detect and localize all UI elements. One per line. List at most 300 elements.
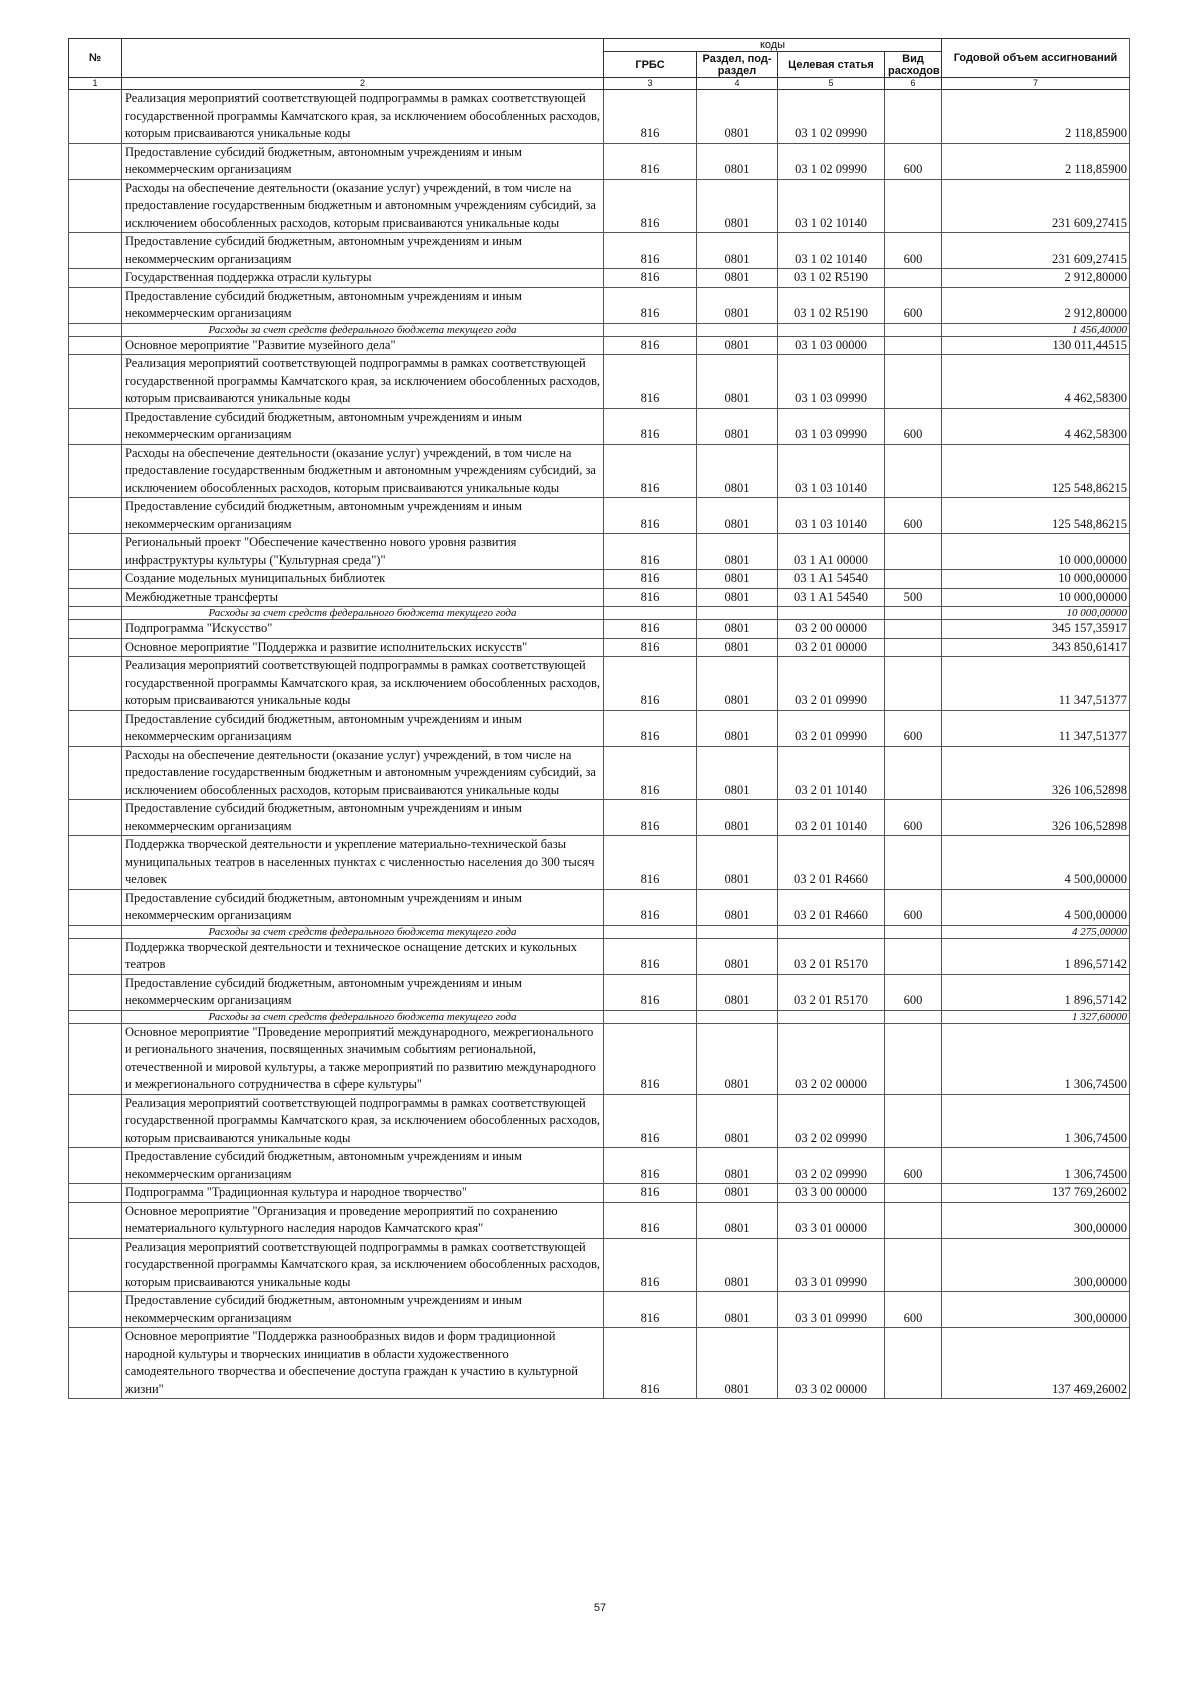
row-amount: 2 118,85900 (942, 90, 1130, 144)
header-target: Целевая статья (778, 52, 885, 78)
row-kind (885, 746, 942, 800)
row-description: Региональный проект "Обеспечение качественно нового уровня развития инфраструктуры культуры ("Культурная среда")" (122, 534, 604, 570)
row-description: Расходы за счет средств федерального бюджета текущего года (122, 607, 604, 620)
table-row (69, 444, 1130, 498)
row-amount: 10 000,00000 (942, 534, 1130, 570)
row-number-cell (69, 1094, 122, 1148)
federal-budget-row (69, 1010, 1130, 1023)
row-amount: 11 347,51377 (942, 657, 1130, 711)
row-description: Основное мероприятие "Поддержка и развитие исполнительских искусств" (122, 638, 604, 657)
row-target: 03 1 02 09990 (778, 143, 885, 179)
row-amount: 10 000,00000 (942, 570, 1130, 589)
row-grbs: 816 (604, 657, 697, 711)
row-description: Подпрограмма "Искусство" (122, 620, 604, 639)
row-description: Реализация мероприятий соответствующей подпрограммы в рамках соответствующей государственной программы Камчатского края, за исключением обособленных расходов, которым присваиваются уникальные коды (122, 1238, 604, 1292)
table-row (69, 1023, 1130, 1094)
table-row (69, 498, 1130, 534)
row-amount: 1 456,40000 (942, 323, 1130, 336)
row-kind: 600 (885, 800, 942, 836)
col-number: 2 (122, 78, 604, 90)
row-target: 03 1 02 10140 (778, 179, 885, 233)
row-kind (885, 836, 942, 890)
row-kind (885, 1328, 942, 1399)
header-column-numbers (69, 78, 1130, 90)
row-number-cell (69, 588, 122, 607)
header-num: № (69, 39, 122, 78)
row-kind (885, 1202, 942, 1238)
row-grbs: 816 (604, 233, 697, 269)
row-kind (885, 1023, 942, 1094)
row-target: 03 2 01 10140 (778, 800, 885, 836)
row-section: 0801 (697, 746, 778, 800)
row-target: 03 1 03 09990 (778, 408, 885, 444)
row-section: 0801 (697, 657, 778, 711)
row-target: 03 2 01 09990 (778, 657, 885, 711)
row-section: 0801 (697, 498, 778, 534)
row-amount: 231 609,27415 (942, 179, 1130, 233)
row-section: 0801 (697, 1148, 778, 1184)
row-amount: 2 912,80000 (942, 269, 1130, 288)
row-section: 0801 (697, 836, 778, 890)
table-row (69, 287, 1130, 323)
row-amount: 4 500,00000 (942, 836, 1130, 890)
row-section: 0801 (697, 336, 778, 355)
row-number-cell (69, 974, 122, 1010)
row-section: 0801 (697, 1184, 778, 1203)
row-number-cell (69, 938, 122, 974)
row-target: 03 1 03 09990 (778, 355, 885, 409)
row-number-cell (69, 657, 122, 711)
row-target (778, 607, 885, 620)
row-amount: 1 306,74500 (942, 1148, 1130, 1184)
col-number: 7 (942, 78, 1130, 90)
row-section: 0801 (697, 408, 778, 444)
row-description: Основное мероприятие "Проведение мероприятий международного, межрегионального и регионального значения, посвященных значимым событиям региональной, отечественной и мировой культуры, а также мероприятий по развитию международного и межрегионального сотрудничества в сфере культуры" (122, 1023, 604, 1094)
table-row (69, 800, 1130, 836)
row-section: 0801 (697, 710, 778, 746)
table-row (69, 1292, 1130, 1328)
row-grbs: 816 (604, 570, 697, 589)
row-number-cell (69, 143, 122, 179)
row-section: 0801 (697, 889, 778, 925)
row-grbs: 816 (604, 1023, 697, 1094)
row-amount: 10 000,00000 (942, 588, 1130, 607)
row-kind: 600 (885, 1148, 942, 1184)
row-target: 03 1 A1 54540 (778, 588, 885, 607)
row-number-cell (69, 287, 122, 323)
row-amount: 1 896,57142 (942, 974, 1130, 1010)
row-amount: 125 548,86215 (942, 498, 1130, 534)
row-kind (885, 638, 942, 657)
row-kind: 500 (885, 588, 942, 607)
row-amount: 4 462,58300 (942, 355, 1130, 409)
row-target: 03 2 01 09990 (778, 710, 885, 746)
row-number-cell (69, 710, 122, 746)
row-amount: 1 327,60000 (942, 1010, 1130, 1023)
row-target: 03 1 02 R5190 (778, 287, 885, 323)
row-target: 03 3 01 09990 (778, 1292, 885, 1328)
row-section: 0801 (697, 938, 778, 974)
row-amount: 300,00000 (942, 1202, 1130, 1238)
row-amount: 137 769,26002 (942, 1184, 1130, 1203)
table-row (69, 269, 1130, 288)
row-description: Предоставление субсидий бюджетным, автономным учреждениям и иным некоммерческим организациям (122, 710, 604, 746)
table-row (69, 974, 1130, 1010)
row-target: 03 3 01 00000 (778, 1202, 885, 1238)
row-target (778, 1010, 885, 1023)
row-section: 0801 (697, 800, 778, 836)
row-kind (885, 1184, 942, 1203)
row-target: 03 1 03 00000 (778, 336, 885, 355)
row-number-cell (69, 746, 122, 800)
row-number-cell (69, 323, 122, 336)
table-row (69, 1094, 1130, 1148)
row-kind (885, 323, 942, 336)
row-kind (885, 607, 942, 620)
row-number-cell (69, 269, 122, 288)
row-number-cell (69, 1184, 122, 1203)
row-description: Расходы на обеспечение деятельности (оказание услуг) учреждений, в том числе на предоставление государственным бюджетным и автономным учреждениям субсидий, за исключением обособленных расходов, которым присваиваются уникальные коды (122, 444, 604, 498)
table-row (69, 336, 1130, 355)
row-grbs: 816 (604, 408, 697, 444)
row-section: 0801 (697, 143, 778, 179)
row-kind (885, 925, 942, 938)
row-kind (885, 179, 942, 233)
row-section: 0801 (697, 233, 778, 269)
row-grbs (604, 323, 697, 336)
row-description: Расходы на обеспечение деятельности (оказание услуг) учреждений, в том числе на предоставление государственным бюджетным и автономным учреждениям субсидий, за исключением обособленных расходов, которым присваиваются уникальные коды (122, 746, 604, 800)
row-description: Основное мероприятие "Развитие музейного дела" (122, 336, 604, 355)
row-section: 0801 (697, 1202, 778, 1238)
row-kind: 600 (885, 974, 942, 1010)
row-target: 03 2 02 09990 (778, 1148, 885, 1184)
row-target: 03 2 01 00000 (778, 638, 885, 657)
table-row (69, 938, 1130, 974)
row-section: 0801 (697, 1238, 778, 1292)
row-number-cell (69, 836, 122, 890)
row-description: Подпрограмма "Традиционная культура и народное творчество" (122, 1184, 604, 1203)
table-row (69, 143, 1130, 179)
row-amount: 2 118,85900 (942, 143, 1130, 179)
row-number-cell (69, 336, 122, 355)
header-name (122, 39, 604, 78)
row-grbs: 816 (604, 588, 697, 607)
row-section: 0801 (697, 1292, 778, 1328)
row-target: 03 2 01 R4660 (778, 889, 885, 925)
page-number: 57 (593, 1602, 607, 1614)
row-grbs: 816 (604, 938, 697, 974)
row-grbs (604, 607, 697, 620)
row-kind (885, 444, 942, 498)
row-amount: 4 275,00000 (942, 925, 1130, 938)
header-codes: коды (604, 39, 942, 52)
table-body (69, 90, 1130, 1399)
row-kind (885, 570, 942, 589)
table-header (69, 39, 1130, 90)
row-amount: 1 896,57142 (942, 938, 1130, 974)
row-section: 0801 (697, 269, 778, 288)
row-grbs: 816 (604, 1148, 697, 1184)
row-grbs: 816 (604, 444, 697, 498)
row-kind (885, 620, 942, 639)
row-amount: 10 000,00000 (942, 607, 1130, 620)
row-amount: 11 347,51377 (942, 710, 1130, 746)
row-target: 03 2 01 R4660 (778, 836, 885, 890)
row-kind: 600 (885, 498, 942, 534)
row-target: 03 1 02 09990 (778, 90, 885, 144)
row-section (697, 323, 778, 336)
row-number-cell (69, 1202, 122, 1238)
header-grbs: ГРБС (604, 52, 697, 78)
table-row (69, 638, 1130, 657)
row-kind (885, 1094, 942, 1148)
row-grbs: 816 (604, 1292, 697, 1328)
row-amount: 300,00000 (942, 1238, 1130, 1292)
row-target: 03 2 00 00000 (778, 620, 885, 639)
row-grbs: 816 (604, 1202, 697, 1238)
row-target: 03 2 01 R5170 (778, 938, 885, 974)
row-number-cell (69, 1010, 122, 1023)
row-section (697, 607, 778, 620)
row-grbs: 816 (604, 1328, 697, 1399)
row-description: Расходы на обеспечение деятельности (оказание услуг) учреждений, в том числе на предоставление государственным бюджетным и автономным учреждениям субсидий, за исключением обособленных расходов, которым присваиваются уникальные коды (122, 179, 604, 233)
col-number: 1 (69, 78, 122, 90)
federal-budget-row (69, 925, 1130, 938)
row-amount: 1 306,74500 (942, 1023, 1130, 1094)
row-grbs (604, 925, 697, 938)
row-number-cell (69, 1023, 122, 1094)
table-row (69, 710, 1130, 746)
row-description: Межбюджетные трансферты (122, 588, 604, 607)
row-kind: 600 (885, 287, 942, 323)
row-description: Предоставление субсидий бюджетным, автономным учреждениям и иным некоммерческим организациям (122, 498, 604, 534)
row-description: Предоставление субсидий бюджетным, автономным учреждениям и иным некоммерческим организациям (122, 1292, 604, 1328)
table-row (69, 408, 1130, 444)
header-kind: Вид расходов (885, 52, 942, 78)
row-grbs: 816 (604, 498, 697, 534)
row-number-cell (69, 620, 122, 639)
row-grbs: 816 (604, 1184, 697, 1203)
row-grbs: 816 (604, 800, 697, 836)
row-amount: 343 850,61417 (942, 638, 1130, 657)
row-amount: 4 462,58300 (942, 408, 1130, 444)
row-section: 0801 (697, 570, 778, 589)
row-amount: 231 609,27415 (942, 233, 1130, 269)
row-amount: 2 912,80000 (942, 287, 1130, 323)
row-target: 03 3 02 00000 (778, 1328, 885, 1399)
row-grbs: 816 (604, 620, 697, 639)
row-description: Государственная поддержка отрасли культуры (122, 269, 604, 288)
row-description: Предоставление субсидий бюджетным, автономным учреждениям и иным некоммерческим организациям (122, 233, 604, 269)
row-kind (885, 355, 942, 409)
col-number: 3 (604, 78, 697, 90)
row-number-cell (69, 1238, 122, 1292)
row-target: 03 2 02 00000 (778, 1023, 885, 1094)
row-kind (885, 938, 942, 974)
table-row (69, 588, 1130, 607)
row-description: Поддержка творческой деятельности и укрепление материально-технической базы муниципальных театров в населенных пунктах с численностью населения до 300 тысяч человек (122, 836, 604, 890)
row-grbs: 816 (604, 889, 697, 925)
row-grbs: 816 (604, 534, 697, 570)
row-grbs: 816 (604, 355, 697, 409)
budget-table-sheet (68, 38, 1129, 1399)
table-row (69, 570, 1130, 589)
row-description: Реализация мероприятий соответствующей подпрограммы в рамках соответствующей государственной программы Камчатского края, за исключением обособленных расходов, которым присваиваются уникальные коды (122, 657, 604, 711)
row-number-cell (69, 570, 122, 589)
row-grbs: 816 (604, 179, 697, 233)
col-number: 5 (778, 78, 885, 90)
row-target: 03 1 02 10140 (778, 233, 885, 269)
row-target: 03 1 A1 00000 (778, 534, 885, 570)
row-kind (885, 657, 942, 711)
row-number-cell (69, 889, 122, 925)
row-grbs: 816 (604, 638, 697, 657)
table-row (69, 90, 1130, 144)
row-target (778, 925, 885, 938)
col-number: 6 (885, 78, 942, 90)
row-section: 0801 (697, 620, 778, 639)
row-kind: 600 (885, 233, 942, 269)
row-description: Реализация мероприятий соответствующей подпрограммы в рамках соответствующей государственной программы Камчатского края, за исключением обособленных расходов, которым присваиваются уникальные коды (122, 355, 604, 409)
federal-budget-row (69, 323, 1130, 336)
row-description: Расходы за счет средств федерального бюджета текущего года (122, 925, 604, 938)
row-section: 0801 (697, 355, 778, 409)
row-section (697, 1010, 778, 1023)
row-number-cell (69, 607, 122, 620)
row-description: Поддержка творческой деятельности и техническое оснащение детских и кукольных театров (122, 938, 604, 974)
row-kind (885, 1238, 942, 1292)
row-grbs: 816 (604, 974, 697, 1010)
row-amount: 137 469,26002 (942, 1328, 1130, 1399)
row-target: 03 2 01 10140 (778, 746, 885, 800)
row-description: Предоставление субсидий бюджетным, автономным учреждениям и иным некоммерческим организациям (122, 143, 604, 179)
table-row (69, 657, 1130, 711)
header-amount: Годовой объем ассигнований (942, 39, 1130, 78)
row-number-cell (69, 1148, 122, 1184)
row-number-cell (69, 534, 122, 570)
table-row (69, 889, 1130, 925)
row-kind (885, 269, 942, 288)
table-row (69, 1202, 1130, 1238)
row-number-cell (69, 233, 122, 269)
table-row (69, 233, 1130, 269)
row-grbs: 816 (604, 836, 697, 890)
header-section: Раздел, под-раздел (697, 52, 778, 78)
row-section: 0801 (697, 534, 778, 570)
row-number-cell (69, 498, 122, 534)
row-section: 0801 (697, 444, 778, 498)
row-grbs: 816 (604, 143, 697, 179)
row-description: Реализация мероприятий соответствующей подпрограммы в рамках соответствующей государственной программы Камчатского края, за исключением обособленных расходов, которым присваиваются уникальные коды (122, 90, 604, 144)
row-section: 0801 (697, 1094, 778, 1148)
row-number-cell (69, 355, 122, 409)
row-grbs: 816 (604, 1094, 697, 1148)
table-row (69, 534, 1130, 570)
row-kind (885, 1010, 942, 1023)
row-grbs: 816 (604, 1238, 697, 1292)
row-kind: 600 (885, 408, 942, 444)
row-kind (885, 336, 942, 355)
row-section: 0801 (697, 974, 778, 1010)
row-description: Предоставление субсидий бюджетным, автономным учреждениям и иным некоммерческим организациям (122, 408, 604, 444)
row-description: Расходы за счет средств федерального бюджета текущего года (122, 1010, 604, 1023)
table-row (69, 1328, 1130, 1399)
table-row (69, 836, 1130, 890)
col-number: 4 (697, 78, 778, 90)
row-description: Расходы за счет средств федерального бюджета текущего года (122, 323, 604, 336)
row-number-cell (69, 444, 122, 498)
table-row (69, 1238, 1130, 1292)
row-amount: 1 306,74500 (942, 1094, 1130, 1148)
row-grbs: 816 (604, 710, 697, 746)
federal-budget-row (69, 607, 1130, 620)
table-row (69, 179, 1130, 233)
row-kind: 600 (885, 1292, 942, 1328)
row-grbs (604, 1010, 697, 1023)
row-target: 03 1 A1 54540 (778, 570, 885, 589)
row-section: 0801 (697, 287, 778, 323)
row-target: 03 1 03 10140 (778, 444, 885, 498)
row-amount: 326 106,52898 (942, 746, 1130, 800)
row-description: Основное мероприятие "Организация и проведение мероприятий по сохранению нематериального культурного наследия народов Камчатского края" (122, 1202, 604, 1238)
row-grbs: 816 (604, 746, 697, 800)
row-target: 03 3 00 00000 (778, 1184, 885, 1203)
row-description: Создание модельных муниципальных библиотек (122, 570, 604, 589)
table-row (69, 620, 1130, 639)
row-grbs: 816 (604, 287, 697, 323)
row-grbs: 816 (604, 336, 697, 355)
row-section: 0801 (697, 1328, 778, 1399)
row-number-cell (69, 925, 122, 938)
row-amount: 345 157,35917 (942, 620, 1130, 639)
row-number-cell (69, 1292, 122, 1328)
row-description: Предоставление субсидий бюджетным, автономным учреждениям и иным некоммерческим организациям (122, 800, 604, 836)
row-target: 03 1 02 R5190 (778, 269, 885, 288)
row-kind (885, 90, 942, 144)
row-section (697, 925, 778, 938)
row-section: 0801 (697, 179, 778, 233)
table-row (69, 1184, 1130, 1203)
row-grbs: 816 (604, 90, 697, 144)
row-description: Предоставление субсидий бюджетным, автономным учреждениям и иным некоммерческим организациям (122, 974, 604, 1010)
row-grbs: 816 (604, 269, 697, 288)
row-section: 0801 (697, 1023, 778, 1094)
row-kind: 600 (885, 710, 942, 746)
row-target: 03 2 02 09990 (778, 1094, 885, 1148)
row-amount: 4 500,00000 (942, 889, 1130, 925)
row-number-cell (69, 408, 122, 444)
row-section: 0801 (697, 638, 778, 657)
budget-table (68, 38, 1130, 1399)
row-amount: 300,00000 (942, 1292, 1130, 1328)
row-description: Основное мероприятие "Поддержка разнообразных видов и форм традиционной народной культуры и творческих инициатив в области художественного самодеятельного творчества и обеспечение доступа граждан к участию в культурной жизни" (122, 1328, 604, 1399)
row-description: Реализация мероприятий соответствующей подпрограммы в рамках соответствующей государственной программы Камчатского края, за исключением обособленных расходов, которым присваиваются уникальные коды (122, 1094, 604, 1148)
row-amount: 326 106,52898 (942, 800, 1130, 836)
row-kind: 600 (885, 889, 942, 925)
row-amount: 130 011,44515 (942, 336, 1130, 355)
row-number-cell (69, 179, 122, 233)
row-section: 0801 (697, 588, 778, 607)
row-target: 03 3 01 09990 (778, 1238, 885, 1292)
table-row (69, 746, 1130, 800)
row-description: Предоставление субсидий бюджетным, автономным учреждениям и иным некоммерческим организациям (122, 287, 604, 323)
row-number-cell (69, 90, 122, 144)
row-number-cell (69, 1328, 122, 1399)
row-amount: 125 548,86215 (942, 444, 1130, 498)
row-description: Предоставление субсидий бюджетным, автономным учреждениям и иным некоммерческим организациям (122, 1148, 604, 1184)
row-number-cell (69, 800, 122, 836)
row-target (778, 323, 885, 336)
